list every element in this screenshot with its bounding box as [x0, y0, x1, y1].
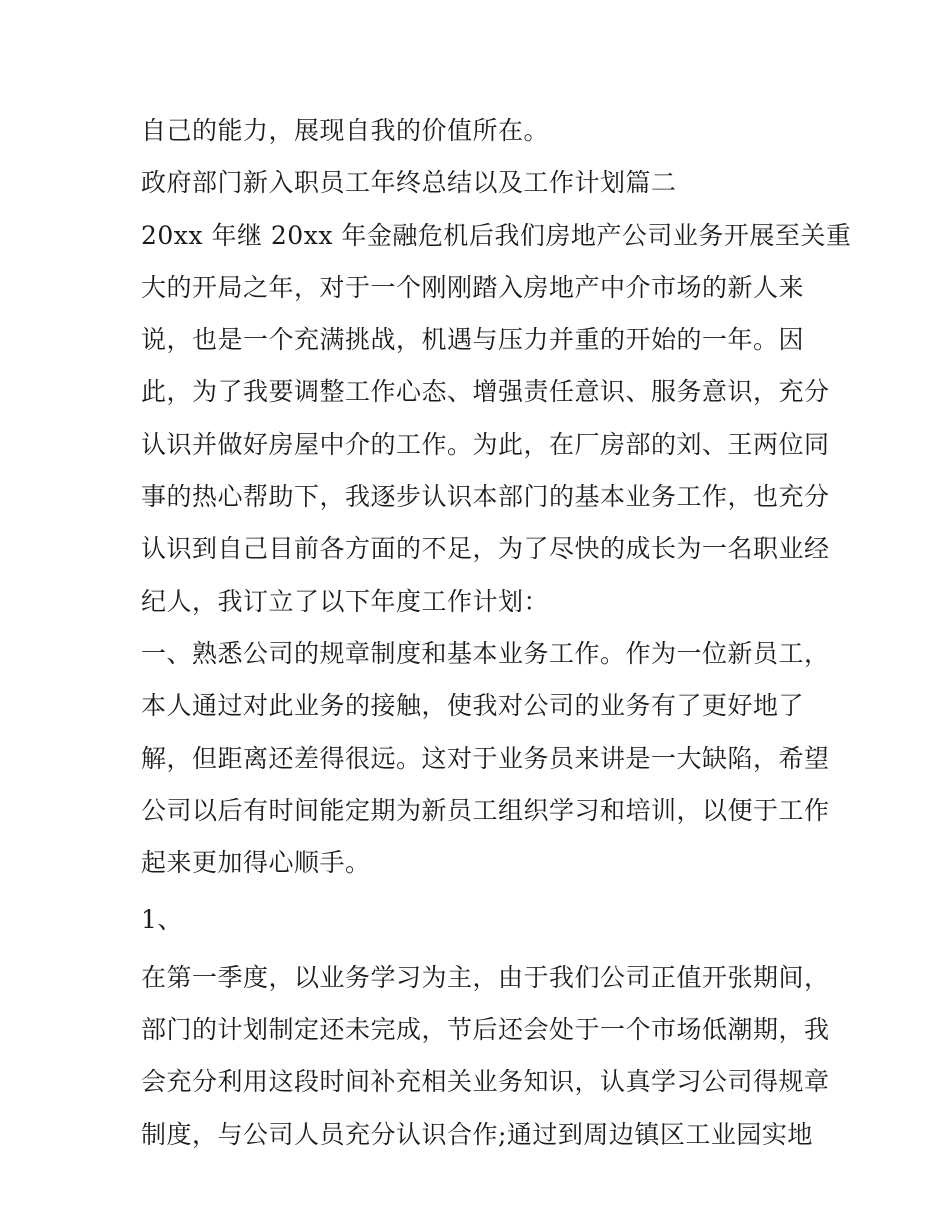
- text-line: 制度，与公司人员充分认识合作;通过到周边镇区工业园实地: [141, 1119, 813, 1149]
- text-line: 在第一季度，以业务学习为主，由于我们公司正值开张期间，: [141, 962, 830, 992]
- list-item-heading: 一、熟悉公司的规章制度和基本业务工作。作为一位新员工，: [141, 638, 830, 668]
- text-line: 大的开局之年，对于一个刚刚踏入房地产中介市场的新人来: [141, 272, 805, 302]
- text-line: 会充分利用这段时间补充相关业务知识，认真学习公司得规章: [141, 1067, 830, 1097]
- text-line: 此，为了我要调整工作心态、增强责任意识、服务意识，充分: [141, 377, 830, 407]
- text-line: 20xx 年继 20xx 年金融危机后我们房地产公司业务开展至关重: [141, 220, 852, 250]
- section-title: 政府部门新入职员工年终总结以及工作计划篇二: [141, 168, 677, 198]
- text-line: 公司以后有时间能定期为新员工组织学习和培训，以便于工作: [141, 795, 830, 825]
- text-line: 部门的计划制定还未完成，节后还会处于一个市场低潮期，我: [141, 1015, 830, 1045]
- text-line: 本人通过对此业务的接触，使我对公司的业务有了更好地了: [141, 691, 805, 721]
- text-line: 起来更加得心顺手。: [141, 848, 371, 878]
- text-line: 事的热心帮助下，我逐步认识本部门的基本业务工作，也充分: [141, 482, 830, 512]
- document-body: [141, 105, 852, 1161]
- text-line: 解，但距离还差得很远。这对于业务员来讲是一大缺陷，希望: [141, 743, 830, 773]
- text-line: 认识到自己目前各方面的不足，为了尽快的成长为一名职业经: [141, 534, 830, 564]
- text-line: 认识并做好房屋中介的工作。为此，在厂房部的刘、王两位同: [141, 429, 830, 459]
- text-line: 自己的能力，展现自我的价值所在。: [141, 116, 550, 145]
- text-line: 纪人，我订立了以下年度工作计划：: [141, 586, 550, 616]
- text-line: 说，也是一个充满挑战，机遇与压力并重的开始的一年。因: [141, 325, 805, 355]
- list-number: 1、: [141, 905, 183, 935]
